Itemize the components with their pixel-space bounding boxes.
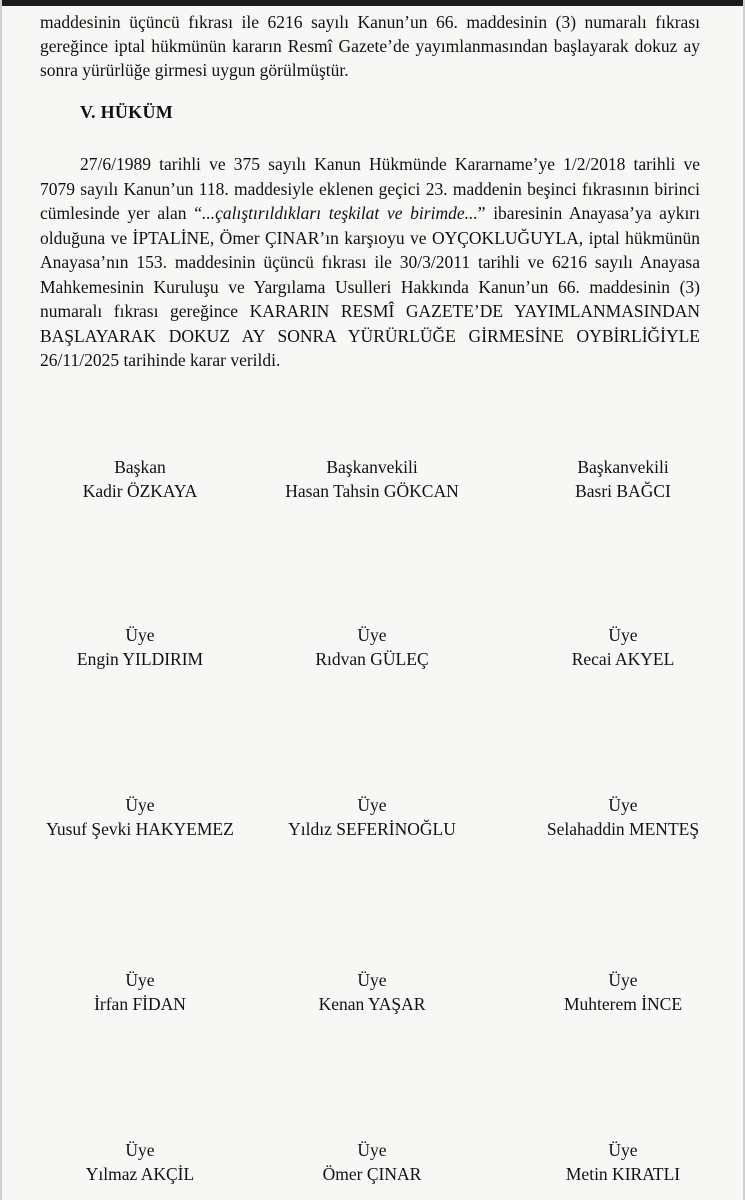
signatory-title: Üye	[608, 625, 638, 645]
signature-block	[503, 793, 743, 841]
signature-row	[0, 793, 745, 853]
signatory-name: Hasan Tahsin GÖKCAN	[285, 481, 459, 501]
signature-row	[0, 968, 745, 1028]
signature-block	[20, 623, 260, 671]
signatory-title: Üye	[608, 970, 638, 990]
signatory-name: Yusuf Şevki HAKYEMEZ	[46, 819, 234, 839]
signature-block	[503, 968, 743, 1016]
signatory-name: Engin YILDIRIM	[76, 649, 204, 669]
signatory-name: Yılmaz AKÇİL	[85, 1164, 195, 1184]
verdict-text-part2: ” ibaresinin Anayasa’ya aykırı olduğuna ve İPTALİNE, Ömer ÇINAR’ın karşıoyu ve OYÇOKLUĞUYLA, iptal hükmünün Anayasa’nın 153. maddesinin üçüncü fıkrası ile 30/3/2011 tarihli ve 6216 sayılı Anayasa Mahkemesinin Kuruluşu ve Yargılama Usulleri Hakkında Kanun’un 66. maddesinin (3) numaralı fıkrası gereğince KARARIN RESMÎ GAZETE’DE YAYIMLANMASINDAN BAŞLAYARAK DOKUZ AY SONRA YÜRÜRLÜĞE GİRMESİNE OYBİRLİĞİYLE 26/11/2025 tarihinde karar verildi.	[40, 203, 700, 370]
signatory-name: Kadir ÖZKAYA	[82, 481, 198, 501]
signatory-name: İrfan FİDAN	[94, 994, 186, 1014]
signature-block	[20, 968, 260, 1016]
signatory-title: Üye	[125, 795, 155, 815]
signatory-name: Ömer ÇINAR	[322, 1164, 422, 1184]
signatory-title: Üye	[357, 795, 387, 815]
signatory-title: Üye	[357, 625, 387, 645]
signature-block	[503, 1138, 743, 1186]
signatory-title: Başkanvekili	[577, 457, 669, 477]
signatory-title: Üye	[357, 970, 387, 990]
signatory-name: Yıldız SEFERİNOĞLU	[288, 819, 456, 839]
signatory-name: Muhterem İNCE	[563, 994, 683, 1014]
top-border	[0, 0, 745, 6]
signatory-name: Kenan YAŞAR	[318, 994, 426, 1014]
signature-block	[20, 455, 260, 503]
signatory-title: Üye	[608, 1140, 638, 1160]
signatory-title: Üye	[357, 1140, 387, 1160]
signatory-name: Metin KIRATLI	[565, 1164, 681, 1184]
signatory-name: Selahaddin MENTEŞ	[546, 819, 700, 839]
signature-block	[503, 623, 743, 671]
signature-block	[503, 455, 743, 503]
verdict-text-part1: 27/6/1989 tarihli ve 375 sayılı Kanun Hükmünde Kararname’ye 1/2/2018 tarihli ve 7079 sayılı Kanun’un 118. maddesiyle eklenen geçici 23. maddenin beşinci fıkrasının birinci cümlesinde yer alan “	[40, 154, 700, 223]
section-heading: V. HÜKÜM	[80, 102, 174, 122]
signatory-title: Başkan	[114, 457, 166, 477]
signatory-name: Basri BAĞCI	[575, 481, 671, 501]
verdict-quote: ...çalıştırıldıkları teşkilat ve birimde...	[201, 203, 478, 223]
signature-row	[0, 623, 745, 683]
signature-block	[252, 793, 492, 841]
signatory-name: Rıdvan GÜLEÇ	[315, 649, 429, 669]
signature-block	[252, 1138, 492, 1186]
signatory-title: Başkanvekili	[326, 457, 418, 477]
verdict-paragraph	[40, 152, 700, 373]
signature-block	[20, 793, 260, 841]
signatory-title: Üye	[125, 1140, 155, 1160]
intro-paragraph: maddesinin üçüncü fıkrası ile 6216 sayılı Kanun’un 66. maddesinin (3) numaralı fıkrası gereğince iptal hükmünün kararın Resmî Gazete’de yayımlanmasından başlayarak dokuz ay sonra yürürlüğe girmesi uygun görülmüştür.	[40, 12, 700, 80]
signature-block	[252, 455, 492, 503]
signature-row	[0, 455, 745, 515]
signatory-title: Üye	[125, 970, 155, 990]
signatory-name: Recai AKYEL	[571, 649, 675, 669]
signatory-title: Üye	[125, 625, 155, 645]
signature-block	[252, 623, 492, 671]
signature-block	[20, 1138, 260, 1186]
signatory-title: Üye	[608, 795, 638, 815]
signature-row	[0, 1138, 745, 1198]
signature-block	[252, 968, 492, 1016]
